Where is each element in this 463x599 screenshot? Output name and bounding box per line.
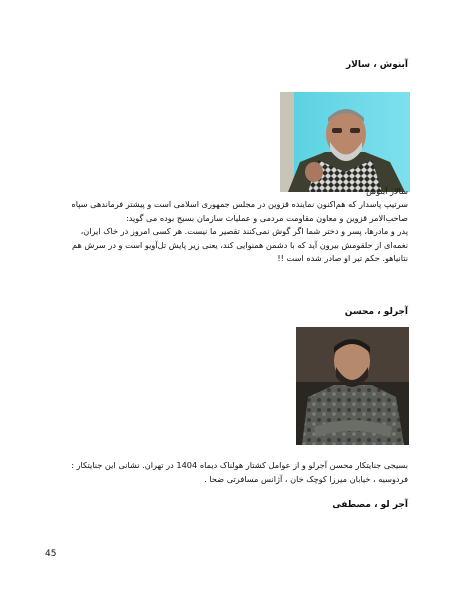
text-line: نغمه‌ای از حلقومش بیرون آید که با دشمن همنوایی کند، یعنی زیر پایش تل‌آویو است و در سرش هم [72,239,408,250]
text-line: صاحب‌الامر قزوین و معاون مقاومت مردمی و عملیات سازمان بسیج بوده می گوید: [125,212,408,223]
photo-caption-abnoush: سالار آبنوش [366,186,408,196]
entry-heading-ajorlou-mohsen: آجرلو ، محسن [344,307,408,317]
entry-text-abnoush [28,198,408,266]
entry-text-ajorlou-mohsen [18,459,408,486]
text-line: فردوسیه ، خیابان میرزا کوچک خان ، آژانس مسافرتی ضحا . [204,473,408,484]
page-number: 45 [45,549,57,559]
text-line: بسیجی جنایتکار محسن آجرلو و از عوامل کشتار هولناک دیماه 1404 در تهران. نشانی این جنایتکار : [71,460,408,470]
entry-heading-abnoush: آبنوش ، سالار [346,60,408,70]
portrait-photo-abnoush [280,92,410,192]
portrait-photo-ajorlou [296,327,409,445]
entry-heading-ajorlou-mostafa: آجر لو ، مصطفی [332,500,408,510]
text-line: پدر و مادرها، پسر و دختر شما اگر گوش نمی‌کنند تقصیر ما نیست. هر کسی امروز در خاک ایران، [80,226,408,236]
text-line: سرتیپ پاسدار که هم‌اکنون نماینده قزوین در مجلس جمهوری اسلامی است و پیشتر فرماندهی سپاه [71,199,408,209]
text-line: نتانیاهو. حکم تیر او صادر شده است !! [277,253,408,263]
